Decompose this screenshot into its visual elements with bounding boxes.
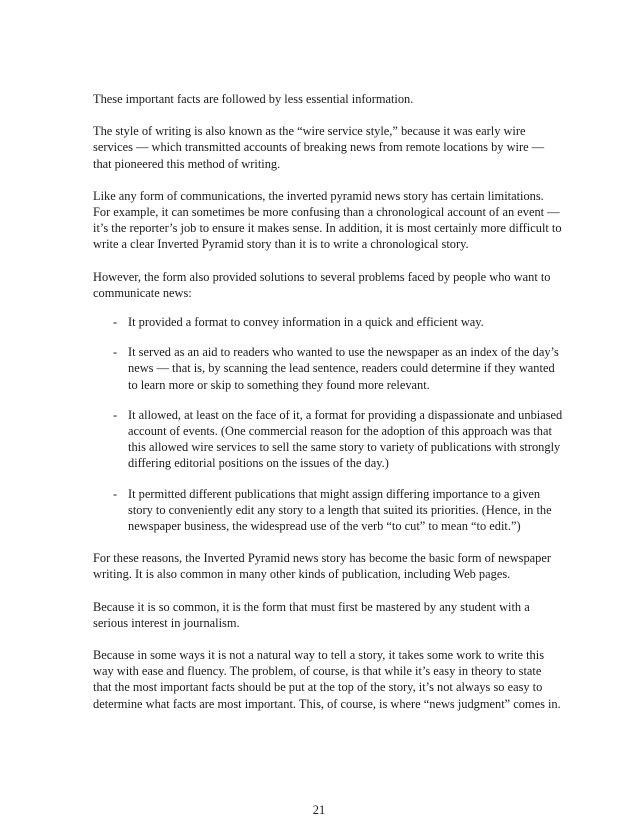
list-item	[93, 407, 563, 472]
page-number: 21	[312, 803, 326, 817]
paragraph-news-judgment: Because in some ways it is not a natural way to tell a story, it takes some work to write this way with ease and fluency. The problem, of course, is that while it’s easy in theory to state that the most important facts should be put at the top of the story, it’s not always so easy to determine what facts are most important. This, of course, is where “news judgment” comes in.	[93, 648, 561, 711]
list-item-text: It allowed, at least on the face of it, a format for providing a dispassionate and unbiased account of events. (One commercial reason for the adoption of this approach was that this allowed wire services to sell the same story to variety of publications with strongly differing editorial positions on the issues of the day.)	[128, 407, 563, 471]
list-item-text: It provided a format to convey information in a quick and efficient way.	[128, 315, 484, 330]
solutions-list	[93, 314, 563, 534]
list-bullet: -	[113, 407, 118, 422]
list-bullet: -	[113, 345, 118, 360]
list-item	[93, 344, 563, 393]
paragraph-must-master: Because it is so common, it is the form that must first be mastered by any student with a serious interest in journalism.	[93, 599, 530, 630]
body-text	[93, 91, 563, 728]
paragraph-wire-service-style: The style of writing is also known as the “wire service style,” because it was early wire services — which transmitted accounts of breaking news from remote locations by wire — that pioneered this method of writing.	[93, 124, 545, 171]
list-item	[93, 314, 563, 330]
paragraph-basic-form: For these reasons, the Inverted Pyramid news story has become the basic form of newspaper writing. It is also common in many other kinds of publication, including Web pages.	[93, 551, 551, 582]
list-bullet: -	[113, 315, 118, 330]
list-item-text: It permitted different publications that might assign differing importance to a given story to conveniently edit any story to a length that suited its priorities. (Hence, in the newspaper business, the widespread use of the verb “to cut” to mean “to edit.”)	[128, 486, 552, 534]
paragraph-solutions-intro: However, the form also provided solutions to several problems faced by people who want to communicate news:	[93, 269, 551, 300]
list-bullet: -	[113, 486, 118, 501]
list-item	[93, 486, 563, 535]
paragraph-less-essential: These important facts are followed by less essential information.	[93, 92, 414, 106]
list-item-text: It served as an aid to readers who wanted to use the newspaper as an index of the day’s news — that is, by scanning the lead sentence, readers could determine if they wanted to learn more or skip to something they found more relevant.	[128, 345, 559, 392]
paragraph-limitations: Like any form of communications, the inverted pyramid news story has certain limitations. For example, it can sometimes be more confusing than a chronological account of an event — it’s the reporter’s job to ensure it makes sense. In addition, it is most certainly more difficult to write a clear Inverted Pyramid story than it is to write a chronological story.	[93, 188, 562, 252]
